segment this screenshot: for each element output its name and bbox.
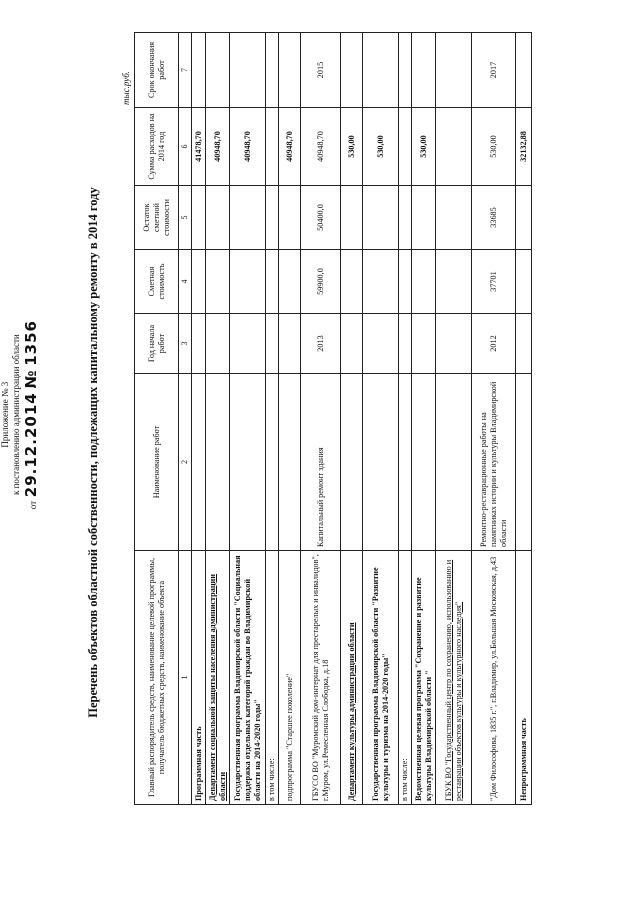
- end-year: 2015: [301, 33, 341, 108]
- cell: [412, 374, 436, 551]
- cell: [192, 186, 206, 250]
- table-row: [279, 33, 301, 805]
- cell: [266, 186, 279, 250]
- cell-amount: 40948,70: [230, 108, 266, 186]
- cell: [399, 108, 412, 186]
- table-row: [399, 33, 412, 805]
- cell-amount: 530,00: [363, 108, 399, 186]
- start-year: 2012: [472, 314, 516, 374]
- resolution-number: 1356: [22, 320, 40, 366]
- cell: [363, 314, 399, 374]
- cell: [436, 33, 472, 108]
- row-name: в том числе:: [266, 551, 279, 805]
- cell: [279, 250, 301, 314]
- cell: [363, 33, 399, 108]
- cell: [412, 314, 436, 374]
- table-row: [301, 33, 341, 805]
- table-row: [436, 33, 472, 805]
- table-row: [516, 33, 532, 805]
- cell: [192, 33, 206, 108]
- cell-amount: 40948,70: [206, 108, 230, 186]
- cell-amount: 530,00: [412, 108, 436, 186]
- cell: [399, 250, 412, 314]
- cell-amount: 530,00: [341, 108, 363, 186]
- cell: [266, 33, 279, 108]
- table-header-row: [135, 33, 179, 805]
- cell: [341, 33, 363, 108]
- row-name: Государственная программа Владимирской области "Социальная поддержка отдельных категорий граждан во Владимирской области на 2014-2020 годы": [230, 551, 266, 805]
- column-number: 3: [179, 314, 192, 374]
- cell: [206, 186, 230, 250]
- remaining-cost: 33685: [472, 186, 516, 250]
- cell: [412, 33, 436, 108]
- column-header: Сметная стоимость: [135, 250, 179, 314]
- cell: [192, 314, 206, 374]
- cell-amount: 41478,70: [192, 108, 206, 186]
- row-name: Непрограммная часть: [516, 551, 532, 805]
- table-row: [192, 33, 206, 805]
- cell: [399, 33, 412, 108]
- cell: [206, 33, 230, 108]
- cell: [192, 374, 206, 551]
- cell: [192, 250, 206, 314]
- work-name: Капитальный ремонт здания: [301, 374, 341, 551]
- cell: [341, 186, 363, 250]
- row-name: Государственная программа Владимирской области "Развитие культуры и туризма на 2014-2020 годы": [363, 551, 399, 805]
- table-row: [266, 33, 279, 805]
- column-header: Главный распорядитель средств, наименование целевой программы, получатель бюджетных средств, наименование объекта: [135, 551, 179, 805]
- estimated-cost: 59900,0: [301, 250, 341, 314]
- cell: [206, 314, 230, 374]
- column-header: Остаток сметной стоимости: [135, 186, 179, 250]
- column-number: 5: [179, 186, 192, 250]
- cell-amount: 32132,88: [516, 108, 532, 186]
- cell: [436, 314, 472, 374]
- row-name: ГБУК ВО "Государственный центр по сохранению, использованию и реставрации объектов культуры и культурного наследия": [436, 551, 472, 805]
- cell: [341, 250, 363, 314]
- date-line: [22, 320, 42, 509]
- column-header: Срок окончания работ: [135, 33, 179, 108]
- start-year: 2013: [301, 314, 341, 374]
- column-number: 4: [179, 250, 192, 314]
- row-name: ГБУСО ВО "Муромский дом-интернат для престарелых и инвалидов", г.Муром, ул.Ремесленная Слободка, д.18: [301, 551, 341, 805]
- cell: [279, 186, 301, 250]
- column-number-row: [179, 33, 192, 805]
- estimated-cost: 37701: [472, 250, 516, 314]
- cell: [399, 374, 412, 551]
- column-header: Наименование работ: [135, 374, 179, 551]
- cell: [399, 186, 412, 250]
- cell: [412, 250, 436, 314]
- cell: [363, 374, 399, 551]
- cell: [279, 33, 301, 108]
- cell: [436, 108, 472, 186]
- cell: [436, 250, 472, 314]
- cell: [279, 374, 301, 551]
- cell-amount: 40948,70: [279, 108, 301, 186]
- cell: [230, 314, 266, 374]
- row-name: Программная часть: [192, 551, 206, 805]
- resolution-date: 29.12.2014: [22, 392, 40, 498]
- cell-amount: 40948,70: [301, 108, 341, 186]
- cell: [363, 250, 399, 314]
- row-name: Департамент социальной защиты населения администрации области: [206, 551, 230, 805]
- column-number: 6: [179, 108, 192, 186]
- table-row: [363, 33, 399, 805]
- document-header: [0, 320, 42, 509]
- cell: [206, 374, 230, 551]
- column-header: Год начала работ: [135, 314, 179, 374]
- cell: [206, 250, 230, 314]
- cell: [266, 108, 279, 186]
- cell: [516, 374, 532, 551]
- cell: [516, 250, 532, 314]
- cell: [230, 374, 266, 551]
- document-title: Перечень объектов областной собственности, подлежащих капитальному ремонту в 2014 году: [86, 187, 100, 718]
- cell: [266, 314, 279, 374]
- units-label: тыс.руб.: [121, 71, 131, 105]
- cell: [230, 250, 266, 314]
- cell: [516, 33, 532, 108]
- cell: [230, 33, 266, 108]
- end-year: 2017: [472, 33, 516, 108]
- row-name: "Дом Философова, 1835 г.", г.Владимир, ул.Большая Московская, д.43: [472, 551, 516, 805]
- table-row: [230, 33, 266, 805]
- number-sign: №: [22, 369, 40, 389]
- cell: [516, 186, 532, 250]
- table-row: [206, 33, 230, 805]
- objects-table: [134, 32, 532, 805]
- cell: [266, 374, 279, 551]
- table-row: [412, 33, 436, 805]
- table-row: [472, 33, 516, 805]
- cell: [279, 314, 301, 374]
- cell: [436, 374, 472, 551]
- table-row: [341, 33, 363, 805]
- cell: [436, 186, 472, 250]
- cell: [341, 374, 363, 551]
- cell: [230, 186, 266, 250]
- cell: [363, 186, 399, 250]
- cell-amount: 530,00: [472, 108, 516, 186]
- column-number: 7: [179, 33, 192, 108]
- row-name: подпрограмма "Старшее поколение": [279, 551, 301, 805]
- row-name: Департамент культуры администрации области: [341, 551, 363, 805]
- remaining-cost: 50400,0: [301, 186, 341, 250]
- column-number: 1: [179, 551, 192, 805]
- row-name: в том числе:: [399, 551, 412, 805]
- date-prefix: от: [28, 500, 38, 510]
- work-name: Ремонтно-реставрационные работы на памятниках истории и культуры Владимирской области: [472, 374, 516, 551]
- appendix-label: Приложение № 3: [0, 381, 10, 448]
- cell: [266, 250, 279, 314]
- cell: [399, 314, 412, 374]
- column-header: Сумма расходов на 2014 год: [135, 108, 179, 186]
- resolution-label: к постановлению администрации области: [11, 334, 21, 496]
- cell: [412, 186, 436, 250]
- cell: [341, 314, 363, 374]
- cell: [516, 314, 532, 374]
- column-number: 2: [179, 374, 192, 551]
- row-name: Ведомственная целевая программа "Сохранение и развитие культуры Владимирской области ": [412, 551, 436, 805]
